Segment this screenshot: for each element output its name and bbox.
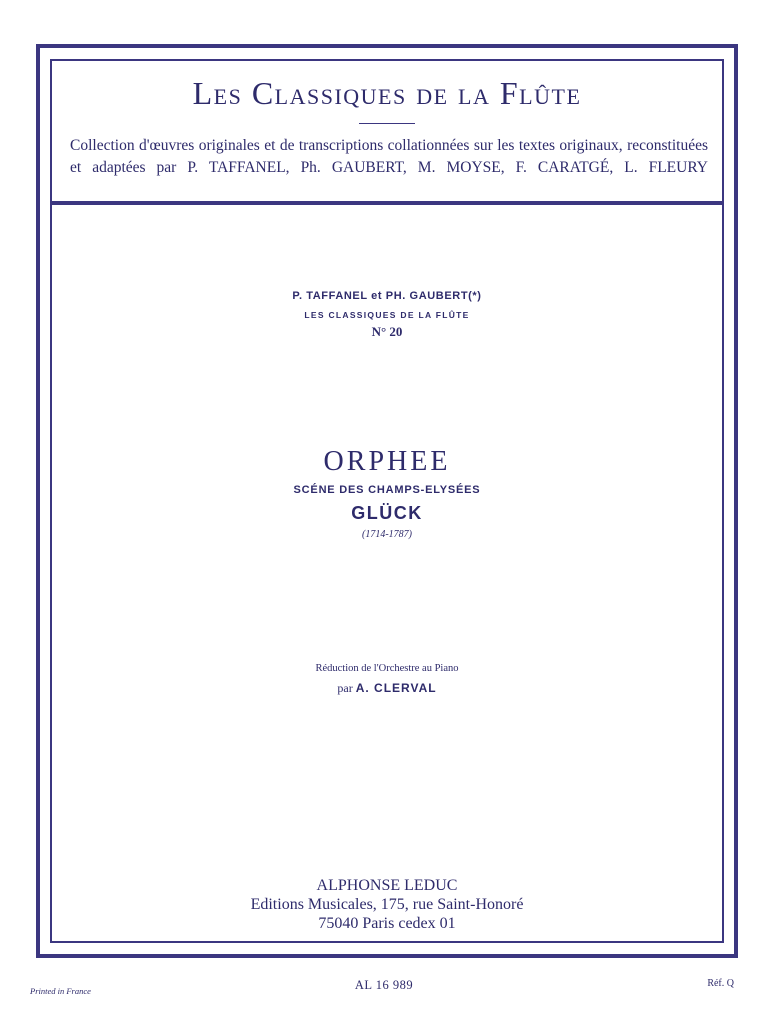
- reduction-note: Réduction de l'Orchestre au Piano: [315, 663, 459, 674]
- cover-inner-frame: [50, 59, 724, 943]
- printed-in-note: Printed in France: [30, 986, 91, 996]
- series-header: [52, 61, 722, 205]
- arranger-name: A. CLERVAL: [355, 681, 437, 695]
- collection-line-1: Collection d'œuvres originales et de transcriptions collationnées sur les textes originaux, reconstituées: [70, 137, 708, 154]
- publisher-block: [52, 876, 722, 933]
- arranger-line: [52, 681, 722, 696]
- catalog-number: AL 16 989: [354, 978, 414, 992]
- series-title: Les Classiques de la Flûte: [192, 75, 582, 111]
- publisher-address-1: Editions Musicales, 175, rue Saint-Honoré: [250, 896, 524, 913]
- title-underline: [359, 123, 415, 124]
- collection-description: [70, 135, 708, 179]
- edition-number: N° 20: [371, 324, 403, 339]
- work-subtitle: SCÉNE DES CHAMPS-ELYSÉES: [293, 484, 481, 496]
- arranger-prefix: par: [337, 681, 353, 695]
- publisher-name: ALPHONSE LEDUC: [316, 877, 458, 894]
- collection-line-2: et adaptées par P. TAFFANEL, Ph. GAUBERT, M. MOYSE, F. CARATGÉ, L. FLEURY: [70, 159, 708, 176]
- composer-name: GLÜCK: [351, 503, 423, 523]
- work-title: ORPHEE: [323, 446, 451, 477]
- publisher-address-2: 75040 Paris cedex 01: [318, 915, 456, 932]
- composer-dates: (1714-1787): [362, 529, 412, 540]
- reference-code: Réf. Q: [707, 978, 734, 989]
- edition-authors: P. TAFFANEL et PH. GAUBERT(*): [292, 290, 482, 302]
- edition-series: LES CLASSIQUES DE LA FLÛTE: [304, 310, 470, 320]
- cover-outer-frame: [36, 44, 738, 958]
